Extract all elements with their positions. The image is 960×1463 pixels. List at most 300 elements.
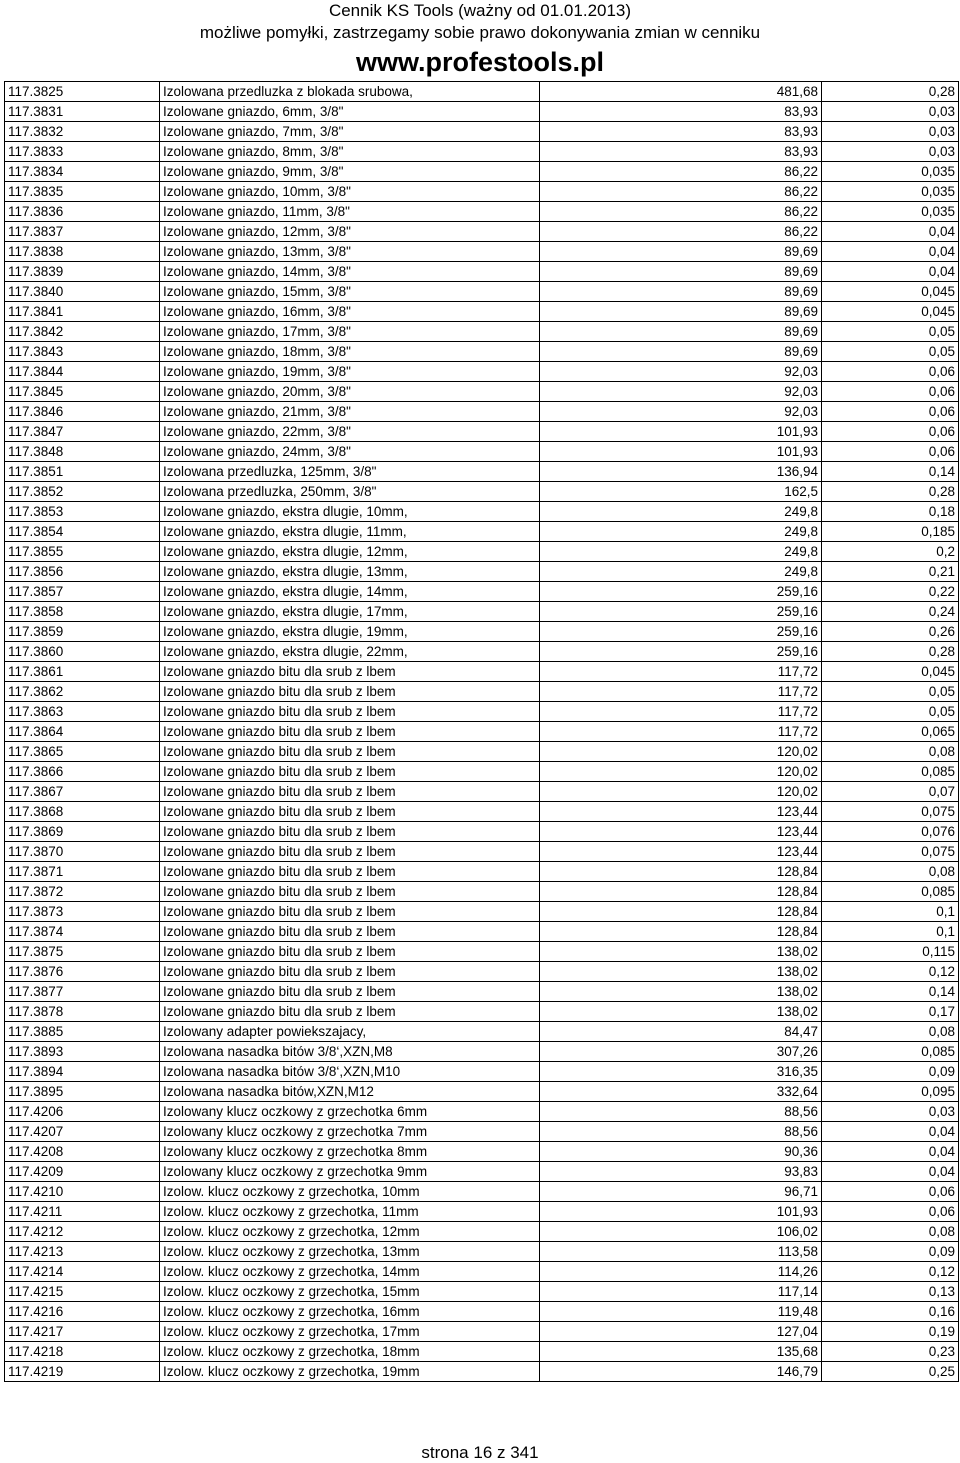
product-price: 89,69 (540, 262, 822, 282)
product-price: 113,58 (540, 1242, 822, 1262)
product-name: Izolow. klucz oczkowy z grzechotka, 17mm (160, 1322, 540, 1342)
product-code: 117.3863 (5, 702, 160, 722)
product-code: 117.4209 (5, 1162, 160, 1182)
product-weight: 0,08 (822, 1222, 959, 1242)
table-row (5, 862, 959, 882)
product-weight: 0,035 (822, 182, 959, 202)
product-price: 117,72 (540, 722, 822, 742)
product-name: Izolowane gniazdo bitu dla srub z lbem (160, 882, 540, 902)
product-price: 138,02 (540, 942, 822, 962)
product-code: 117.4218 (5, 1342, 160, 1362)
product-weight: 0,05 (822, 342, 959, 362)
table-row (5, 922, 959, 942)
product-code: 117.4212 (5, 1222, 160, 1242)
product-name: Izolowane gniazdo, ekstra dlugie, 13mm, (160, 562, 540, 582)
product-name: Izolowane gniazdo, 17mm, 3/8" (160, 322, 540, 342)
table-row (5, 402, 959, 422)
product-code: 117.3877 (5, 982, 160, 1002)
disclaimer-text: możliwe pomyłki, zastrzegamy sobie prawo dokonywania zmian w cenniku (199, 23, 761, 42)
product-weight: 0,06 (822, 442, 959, 462)
product-price: 117,72 (540, 682, 822, 702)
product-price: 249,8 (540, 542, 822, 562)
product-weight: 0,25 (822, 1362, 959, 1382)
product-price: 96,71 (540, 1182, 822, 1202)
product-code: 117.3866 (5, 762, 160, 782)
product-price: 86,22 (540, 202, 822, 222)
product-name: Izolowane gniazdo, 22mm, 3/8" (160, 422, 540, 442)
product-weight: 0,24 (822, 602, 959, 622)
product-code: 117.3860 (5, 642, 160, 662)
table-row (5, 102, 959, 122)
table-row (5, 942, 959, 962)
product-price: 93,83 (540, 1162, 822, 1182)
table-row (5, 522, 959, 542)
product-price: 138,02 (540, 982, 822, 1002)
product-price: 481,68 (540, 82, 822, 102)
product-code: 117.3838 (5, 242, 160, 262)
table-row (5, 1022, 959, 1042)
product-price: 123,44 (540, 822, 822, 842)
table-row (5, 882, 959, 902)
product-weight: 0,08 (822, 862, 959, 882)
product-weight: 0,04 (822, 222, 959, 242)
product-code: 117.3854 (5, 522, 160, 542)
product-price: 259,16 (540, 642, 822, 662)
product-weight: 0,19 (822, 1322, 959, 1342)
product-code: 117.3837 (5, 222, 160, 242)
product-weight: 0,18 (822, 502, 959, 522)
product-name: Izolowany klucz oczkowy z grzechotka 6mm (160, 1102, 540, 1122)
product-price: 138,02 (540, 1002, 822, 1022)
product-name: Izolowane gniazdo, 20mm, 3/8" (160, 382, 540, 402)
product-price: 92,03 (540, 362, 822, 382)
product-price: 249,8 (540, 562, 822, 582)
table-row (5, 182, 959, 202)
product-code: 117.3832 (5, 122, 160, 142)
product-price: 89,69 (540, 322, 822, 342)
product-weight: 0,06 (822, 402, 959, 422)
product-code: 117.3895 (5, 1082, 160, 1102)
table-row (5, 802, 959, 822)
table-row (5, 302, 959, 322)
product-name: Izolowane gniazdo, 16mm, 3/8" (160, 302, 540, 322)
table-row (5, 502, 959, 522)
product-weight: 0,04 (822, 242, 959, 262)
product-code: 117.3825 (5, 82, 160, 102)
product-name: Izolowane gniazdo, 15mm, 3/8" (160, 282, 540, 302)
product-weight: 0,08 (822, 742, 959, 762)
product-price: 90,36 (540, 1142, 822, 1162)
product-code: 117.3856 (5, 562, 160, 582)
product-weight: 0,04 (822, 1122, 959, 1142)
table-row (5, 1322, 959, 1342)
product-weight: 0,22 (822, 582, 959, 602)
table-row (5, 1222, 959, 1242)
product-name: Izolowany adapter powiekszajacy, (160, 1022, 540, 1042)
product-weight: 0,115 (822, 942, 959, 962)
product-code: 117.4208 (5, 1142, 160, 1162)
product-price: 259,16 (540, 582, 822, 602)
product-weight: 0,21 (822, 562, 959, 582)
product-code: 117.4207 (5, 1122, 160, 1142)
product-weight: 0,085 (822, 882, 959, 902)
product-code: 117.3872 (5, 882, 160, 902)
product-name: Izolowane gniazdo bitu dla srub z lbem (160, 762, 540, 782)
product-price: 120,02 (540, 762, 822, 782)
product-name: Izolowana nasadka bitów 3/8‘,XZN,M8 (160, 1042, 540, 1062)
product-price: 89,69 (540, 302, 822, 322)
product-name: Izolowane gniazdo bitu dla srub z lbem (160, 802, 540, 822)
product-name: Izolowane gniazdo, ekstra dlugie, 22mm, (160, 642, 540, 662)
product-price: 92,03 (540, 402, 822, 422)
product-code: 117.3834 (5, 162, 160, 182)
product-name: Izolowane gniazdo bitu dla srub z lbem (160, 662, 540, 682)
product-code: 117.3862 (5, 682, 160, 702)
table-row (5, 1002, 959, 1022)
product-name: Izolow. klucz oczkowy z grzechotka, 12mm (160, 1222, 540, 1242)
product-code: 117.3870 (5, 842, 160, 862)
product-weight: 0,04 (822, 262, 959, 282)
product-price: 136,94 (540, 462, 822, 482)
product-code: 117.4206 (5, 1102, 160, 1122)
product-name: Izolowana przedluzka, 125mm, 3/8" (160, 462, 540, 482)
product-name: Izolowane gniazdo bitu dla srub z lbem (160, 922, 540, 942)
product-code: 117.3874 (5, 922, 160, 942)
product-code: 117.3841 (5, 302, 160, 322)
product-name: Izolowane gniazdo bitu dla srub z lbem (160, 862, 540, 882)
product-code: 117.4210 (5, 1182, 160, 1202)
product-name: Izolowany klucz oczkowy z grzechotka 9mm (160, 1162, 540, 1182)
product-code: 117.4214 (5, 1262, 160, 1282)
product-code: 117.3894 (5, 1062, 160, 1082)
table-row (5, 1182, 959, 1202)
product-price: 332,64 (540, 1082, 822, 1102)
table-row (5, 242, 959, 262)
product-weight: 0,14 (822, 462, 959, 482)
product-weight: 0,05 (822, 322, 959, 342)
product-price: 259,16 (540, 602, 822, 622)
product-name: Izolowane gniazdo, 8mm, 3/8" (160, 142, 540, 162)
product-weight: 0,23 (822, 1342, 959, 1362)
product-name: Izolowany klucz oczkowy z grzechotka 8mm (160, 1142, 540, 1162)
product-code: 117.4216 (5, 1302, 160, 1322)
product-code: 117.3869 (5, 822, 160, 842)
product-price: 83,93 (540, 102, 822, 122)
product-name: Izolow. klucz oczkowy z grzechotka, 11mm (160, 1202, 540, 1222)
product-name: Izolowane gniazdo bitu dla srub z lbem (160, 722, 540, 742)
product-weight: 0,035 (822, 202, 959, 222)
product-weight: 0,1 (822, 902, 959, 922)
table-row (5, 1282, 959, 1302)
table-row (5, 822, 959, 842)
product-price: 89,69 (540, 282, 822, 302)
product-price: 138,02 (540, 962, 822, 982)
product-weight: 0,16 (822, 1302, 959, 1322)
product-name: Izolowane gniazdo, 11mm, 3/8" (160, 202, 540, 222)
product-name: Izolowana nasadka bitów,XZN,M12 (160, 1082, 540, 1102)
product-price: 101,93 (540, 422, 822, 442)
product-name: Izolowane gniazdo, 21mm, 3/8" (160, 402, 540, 422)
product-code: 117.4213 (5, 1242, 160, 1262)
product-code: 117.3859 (5, 622, 160, 642)
product-price: 83,93 (540, 122, 822, 142)
table-row (5, 422, 959, 442)
product-name: Izolowane gniazdo, ekstra dlugie, 10mm, (160, 502, 540, 522)
product-price: 120,02 (540, 742, 822, 762)
product-weight: 0,045 (822, 302, 959, 322)
table-row (5, 902, 959, 922)
product-weight: 0,1 (822, 922, 959, 942)
product-code: 117.3876 (5, 962, 160, 982)
product-name: Izolowane gniazdo, 10mm, 3/8" (160, 182, 540, 202)
product-name: Izolow. klucz oczkowy z grzechotka, 15mm (160, 1282, 540, 1302)
product-weight: 0,085 (822, 1042, 959, 1062)
product-weight: 0,03 (822, 102, 959, 122)
product-price: 101,93 (540, 1202, 822, 1222)
product-name: Izolowane gniazdo bitu dla srub z lbem (160, 902, 540, 922)
product-code: 117.3885 (5, 1022, 160, 1042)
price-list-title: Cennik KS Tools (ważny od 01.01.2013) (328, 1, 632, 20)
table-row (5, 322, 959, 342)
product-code: 117.3864 (5, 722, 160, 742)
product-code: 117.4215 (5, 1282, 160, 1302)
product-price: 316,35 (540, 1062, 822, 1082)
product-code: 117.3865 (5, 742, 160, 762)
product-weight: 0,185 (822, 522, 959, 542)
product-name: Izolowany klucz oczkowy z grzechotka 7mm (160, 1122, 540, 1142)
product-weight: 0,035 (822, 162, 959, 182)
table-row (5, 202, 959, 222)
product-code: 117.3868 (5, 802, 160, 822)
product-weight: 0,075 (822, 842, 959, 862)
table-row (5, 702, 959, 722)
price-table (4, 81, 959, 1382)
product-weight: 0,06 (822, 382, 959, 402)
product-price: 146,79 (540, 1362, 822, 1382)
table-row (5, 262, 959, 282)
product-code: 117.3855 (5, 542, 160, 562)
product-price: 120,02 (540, 782, 822, 802)
product-price: 117,14 (540, 1282, 822, 1302)
table-row (5, 642, 959, 662)
product-name: Izolowane gniazdo bitu dla srub z lbem (160, 822, 540, 842)
product-code: 117.3867 (5, 782, 160, 802)
product-name: Izolowane gniazdo, 19mm, 3/8" (160, 362, 540, 382)
product-weight: 0,095 (822, 1082, 959, 1102)
product-name: Izolow. klucz oczkowy z grzechotka, 19mm (160, 1362, 540, 1382)
page-number: strona 16 z 341 (421, 1443, 539, 1462)
product-name: Izolowane gniazdo, ekstra dlugie, 12mm, (160, 542, 540, 562)
product-price: 86,22 (540, 222, 822, 242)
table-row (5, 342, 959, 362)
table-row (5, 122, 959, 142)
table-row (5, 142, 959, 162)
product-weight: 0,14 (822, 982, 959, 1002)
product-name: Izolowane gniazdo, 18mm, 3/8" (160, 342, 540, 362)
product-price: 89,69 (540, 242, 822, 262)
product-price: 128,84 (540, 862, 822, 882)
table-row (5, 1142, 959, 1162)
product-name: Izolowane gniazdo bitu dla srub z lbem (160, 962, 540, 982)
table-row (5, 1262, 959, 1282)
table-row (5, 1362, 959, 1382)
table-row (5, 742, 959, 762)
table-row (5, 362, 959, 382)
table-row (5, 482, 959, 502)
product-code: 117.3836 (5, 202, 160, 222)
product-name: Izolowane gniazdo, ekstra dlugie, 14mm, (160, 582, 540, 602)
table-row (5, 542, 959, 562)
table-row (5, 842, 959, 862)
product-code: 117.3852 (5, 482, 160, 502)
product-code: 117.3844 (5, 362, 160, 382)
product-weight: 0,12 (822, 962, 959, 982)
table-row (5, 1042, 959, 1062)
product-name: Izolowane gniazdo bitu dla srub z lbem (160, 782, 540, 802)
product-code: 117.3875 (5, 942, 160, 962)
product-code: 117.3857 (5, 582, 160, 602)
product-price: 88,56 (540, 1122, 822, 1142)
product-code: 117.3878 (5, 1002, 160, 1022)
table-row (5, 1062, 959, 1082)
table-row (5, 622, 959, 642)
product-name: Izolowane gniazdo bitu dla srub z lbem (160, 682, 540, 702)
product-price: 101,93 (540, 442, 822, 462)
product-code: 117.3839 (5, 262, 160, 282)
product-weight: 0,06 (822, 1182, 959, 1202)
product-code: 117.3835 (5, 182, 160, 202)
product-weight: 0,05 (822, 682, 959, 702)
product-price: 249,8 (540, 502, 822, 522)
table-row (5, 1102, 959, 1122)
table-row (5, 562, 959, 582)
product-code: 117.4217 (5, 1322, 160, 1342)
product-name: Izolow. klucz oczkowy z grzechotka, 18mm (160, 1342, 540, 1362)
product-price: 123,44 (540, 842, 822, 862)
product-weight: 0,065 (822, 722, 959, 742)
product-weight: 0,03 (822, 122, 959, 142)
product-price: 86,22 (540, 162, 822, 182)
product-code: 117.3873 (5, 902, 160, 922)
table-row (5, 782, 959, 802)
table-row (5, 222, 959, 242)
product-weight: 0,04 (822, 1162, 959, 1182)
product-weight: 0,05 (822, 702, 959, 722)
product-price: 162,5 (540, 482, 822, 502)
product-name: Izolowane gniazdo bitu dla srub z lbem (160, 942, 540, 962)
product-price: 135,68 (540, 1342, 822, 1362)
product-code: 117.3871 (5, 862, 160, 882)
table-row (5, 1342, 959, 1362)
product-weight: 0,045 (822, 282, 959, 302)
product-name: Izolowane gniazdo, 13mm, 3/8" (160, 242, 540, 262)
product-name: Izolowane gniazdo, ekstra dlugie, 19mm, (160, 622, 540, 642)
product-weight: 0,28 (822, 642, 959, 662)
product-weight: 0,17 (822, 1002, 959, 1022)
product-price: 307,26 (540, 1042, 822, 1062)
table-row (5, 1122, 959, 1142)
table-row (5, 1202, 959, 1222)
product-weight: 0,07 (822, 782, 959, 802)
product-weight: 0,12 (822, 1262, 959, 1282)
table-row (5, 722, 959, 742)
product-code: 117.3831 (5, 102, 160, 122)
product-code: 117.3845 (5, 382, 160, 402)
product-price: 117,72 (540, 702, 822, 722)
website-url: www.profestools.pl (355, 47, 604, 77)
product-price: 84,47 (540, 1022, 822, 1042)
product-weight: 0,06 (822, 422, 959, 442)
product-price: 119,48 (540, 1302, 822, 1322)
product-name: Izolow. klucz oczkowy z grzechotka, 14mm (160, 1262, 540, 1282)
table-row (5, 602, 959, 622)
table-row (5, 462, 959, 482)
product-weight: 0,085 (822, 762, 959, 782)
product-code: 117.3858 (5, 602, 160, 622)
product-name: Izolowane gniazdo bitu dla srub z lbem (160, 1002, 540, 1022)
product-name: Izolowane gniazdo, 6mm, 3/8" (160, 102, 540, 122)
product-code: 117.3851 (5, 462, 160, 482)
table-row (5, 682, 959, 702)
table-row (5, 82, 959, 102)
product-price: 249,8 (540, 522, 822, 542)
table-row (5, 1302, 959, 1322)
product-price: 89,69 (540, 342, 822, 362)
table-row (5, 1162, 959, 1182)
product-code: 117.3848 (5, 442, 160, 462)
product-price: 117,72 (540, 662, 822, 682)
product-price: 259,16 (540, 622, 822, 642)
product-weight: 0,08 (822, 1022, 959, 1042)
product-weight: 0,09 (822, 1062, 959, 1082)
product-name: Izolowane gniazdo, 9mm, 3/8" (160, 162, 540, 182)
product-price: 127,04 (540, 1322, 822, 1342)
table-row (5, 1242, 959, 1262)
product-name: Izolowana przedluzka, 250mm, 3/8" (160, 482, 540, 502)
product-name: Izolowana przedluzka z blokada srubowa, (160, 82, 540, 102)
product-name: Izolowane gniazdo, ekstra dlugie, 17mm, (160, 602, 540, 622)
product-price: 123,44 (540, 802, 822, 822)
product-name: Izolowane gniazdo bitu dla srub z lbem (160, 742, 540, 762)
product-name: Izolow. klucz oczkowy z grzechotka, 16mm (160, 1302, 540, 1322)
product-code: 117.3840 (5, 282, 160, 302)
table-row (5, 1082, 959, 1102)
product-price: 106,02 (540, 1222, 822, 1242)
price-table-body (5, 82, 959, 1382)
table-row (5, 982, 959, 1002)
product-name: Izolowane gniazdo bitu dla srub z lbem (160, 702, 540, 722)
product-code: 117.3833 (5, 142, 160, 162)
product-weight: 0,06 (822, 1202, 959, 1222)
product-weight: 0,09 (822, 1242, 959, 1262)
table-row (5, 162, 959, 182)
product-weight: 0,2 (822, 542, 959, 562)
table-row (5, 282, 959, 302)
product-price: 88,56 (540, 1102, 822, 1122)
product-weight: 0,045 (822, 662, 959, 682)
product-price: 86,22 (540, 182, 822, 202)
product-code: 117.4219 (5, 1362, 160, 1382)
product-weight: 0,076 (822, 822, 959, 842)
product-name: Izolowane gniazdo, ekstra dlugie, 11mm, (160, 522, 540, 542)
product-name: Izolowana nasadka bitów 3/8‘,XZN,M10 (160, 1062, 540, 1082)
product-code: 117.3893 (5, 1042, 160, 1062)
table-row (5, 762, 959, 782)
product-weight: 0,075 (822, 802, 959, 822)
product-weight: 0,13 (822, 1282, 959, 1302)
product-code: 117.3861 (5, 662, 160, 682)
product-price: 128,84 (540, 922, 822, 942)
